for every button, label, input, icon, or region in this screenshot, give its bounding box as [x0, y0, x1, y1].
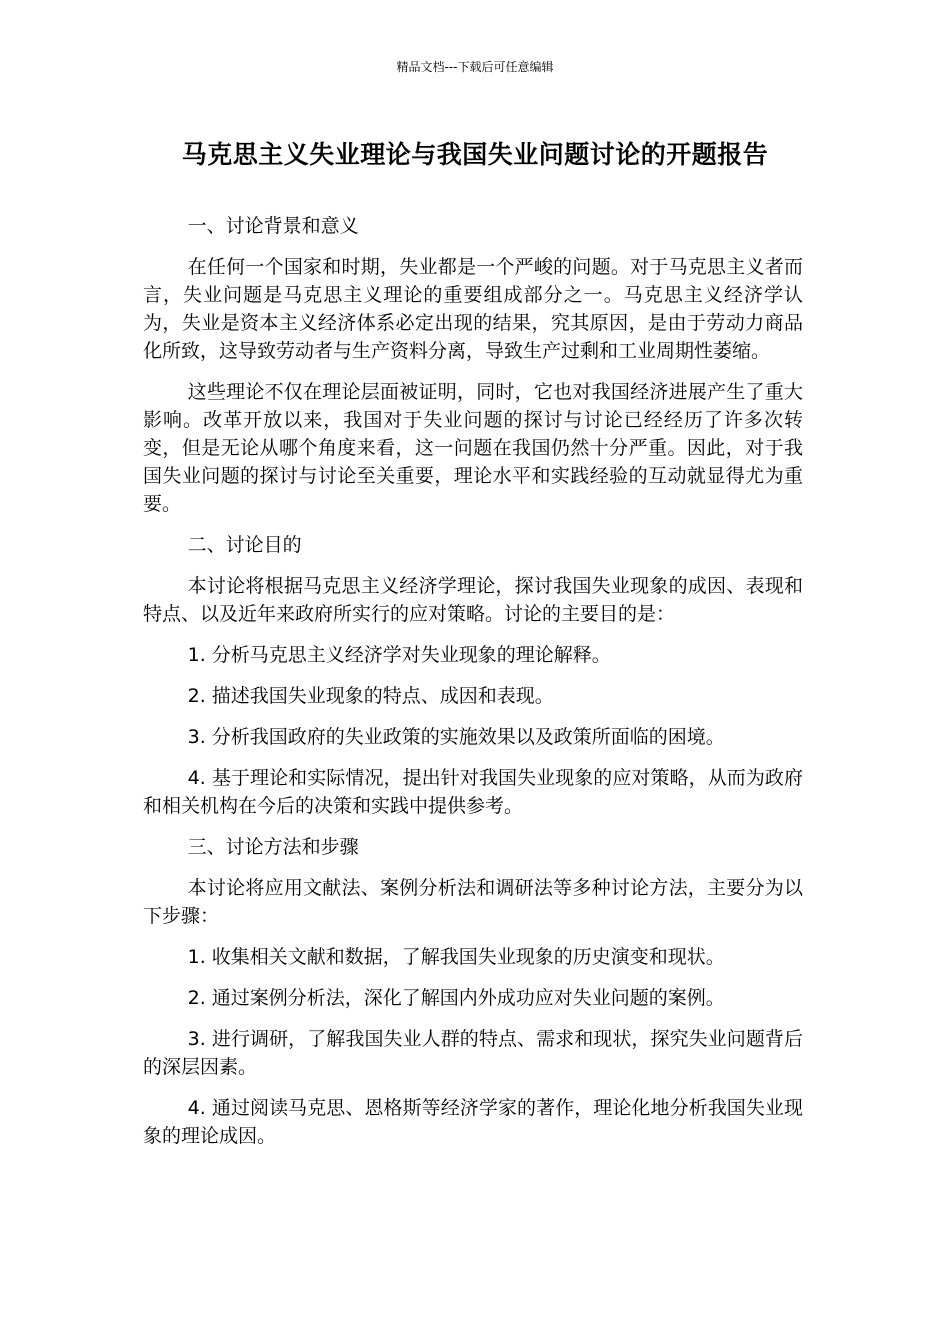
list-item-purpose-2: 2. 描述我国失业现象的特点、成因和表现。 [187, 685, 554, 707]
list-item-purpose-3: 3. 分析我国政府的失业政策的实施效果以及政策所面临的困境。 [187, 726, 725, 748]
list-item-method-4: 4. 通过阅读马克思、恩格斯等经济学家的著作，理论化地分析我国失业现象的理论成因。 [143, 1097, 803, 1147]
list-item-purpose-1: 1. 分析马克思主义经济学对失业现象的理论解释。 [187, 644, 611, 666]
list-item-method-3: 3. 进行调研，了解我国失业人群的特点、需求和现状，探究失业问题背后的深层因素。 [143, 1028, 803, 1078]
section-heading-purpose: 二、讨论目的 [187, 534, 302, 556]
list-item-method-2: 2. 通过案例分析法，深化了解国内外成功应对失业问题的案例。 [187, 987, 725, 1009]
document-title: 马克思主义失业理论与我国失业问题讨论的开题报告 [181, 140, 769, 169]
header-note: 精品文档---下载后可任意编辑 [396, 60, 554, 74]
paragraph-background-2: 这些理论不仅在理论层面被证明，同时，它也对我国经济进展产生了重大影响。改革开放以来，我国对于失业问题的探讨与讨论已经经历了许多次转变，但是无论从哪个角度来看，这一问题在我国仍然十分严重。因此，对于我国失业问题的探讨与讨论至关重要，理论水平和实践经验的互动就显得尤为重要。 [143, 381, 803, 515]
list-item-purpose-4: 4. 基于理论和实际情况，提出针对我国失业现象的应对策略，从而为政府和相关机构在今后的决策和实践中提供参考。 [143, 767, 803, 817]
paragraph-background-1: 在任何一个国家和时期，失业都是一个严峻的问题。对于马克思主义者而言，失业问题是马克思主义理论的重要组成部分之一。马克思主义经济学认为，失业是资本主义经济体系必定出现的结果，究其原因，是由于劳动力商品化所致，这导致劳动者与生产资料分离，导致生产过剩和工业周期性萎缩。 [143, 256, 803, 362]
section-heading-methods: 三、讨论方法和步骤 [187, 836, 359, 858]
section-heading-background: 一、讨论背景和意义 [187, 215, 359, 237]
list-item-method-1: 1. 收集相关文献和数据，了解我国失业现象的历史演变和现状。 [187, 946, 725, 968]
paragraph-purpose-intro: 本讨论将根据马克思主义经济学理论，探讨我国失业现象的成因、表现和特点、以及近年来政府所实行的应对策略。讨论的主要目的是： [143, 575, 803, 625]
paragraph-methods-intro: 本讨论将应用文献法、案例分析法和调研法等多种讨论方法，主要分为以下步骤： [143, 877, 803, 927]
document-body [143, 212, 803, 1163]
